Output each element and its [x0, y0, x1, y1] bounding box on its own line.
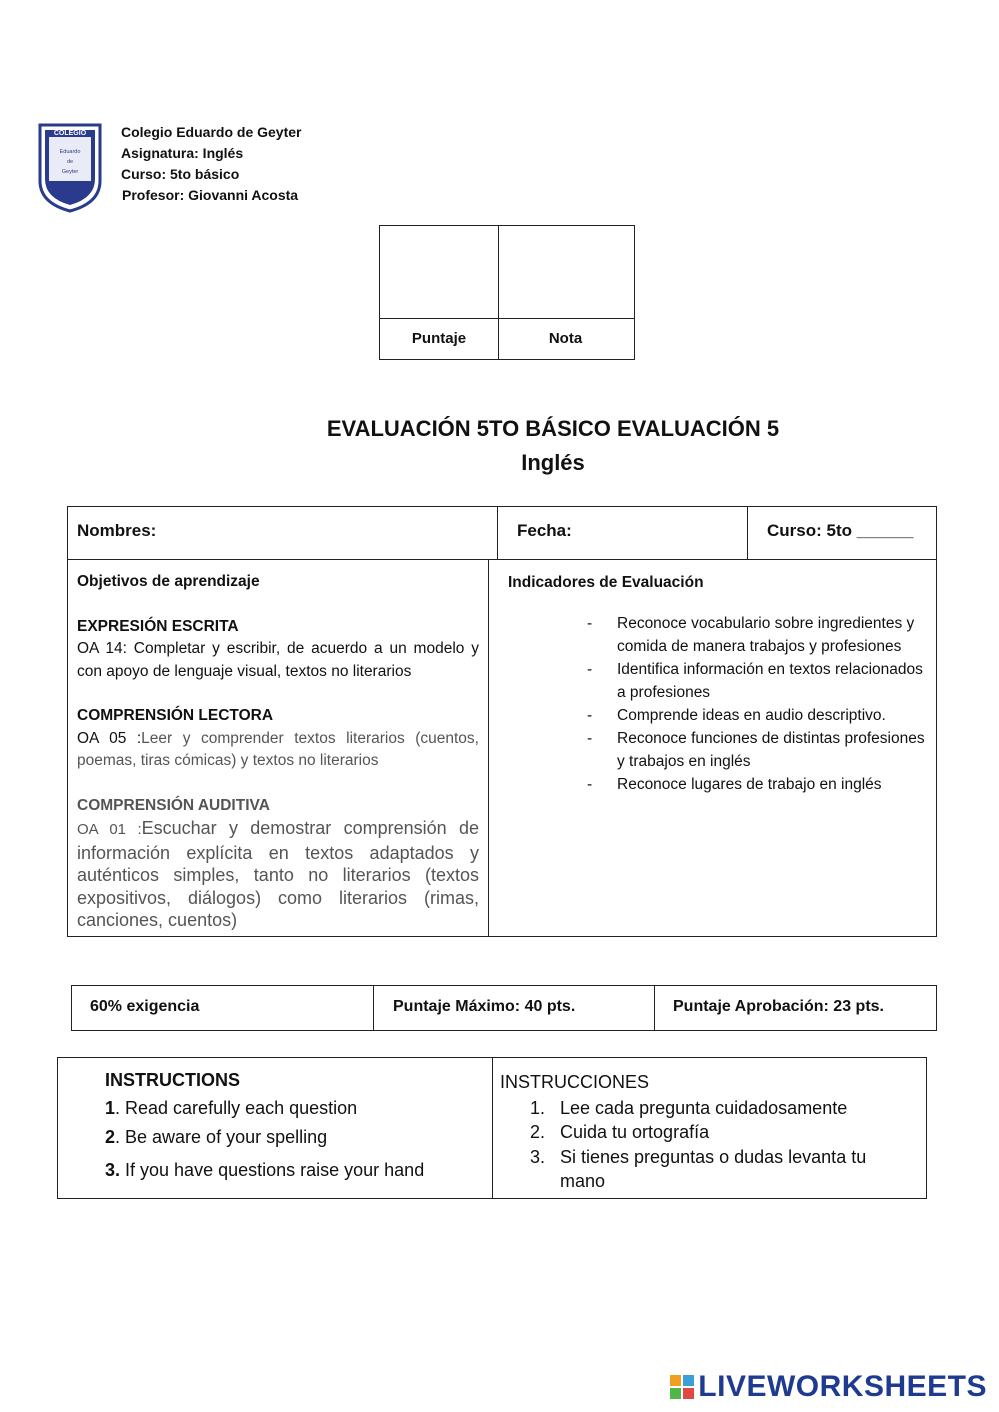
divider: [654, 986, 655, 1030]
instruction-text: Si tienes preguntas o dudas levanta tu mano: [560, 1146, 867, 1191]
instruction-text: Lee cada pregunta cuidadosamente: [560, 1097, 848, 1118]
instructions-es-list: [500, 1096, 910, 1194]
instruction-es-item: [500, 1096, 910, 1121]
indicators-column: [508, 571, 928, 796]
oa05-block: [77, 728, 479, 773]
instructions-table: [57, 1057, 927, 1199]
written-heading: EXPRESIÓN ESCRITA: [77, 617, 239, 635]
reading-heading: COMPRENSIÓN LECTORA: [77, 707, 274, 724]
course-field[interactable]: Curso: 5to ______: [767, 521, 914, 540]
instructions-spanish: [500, 1070, 910, 1194]
divider: [488, 559, 489, 936]
title-line-2: Inglés: [521, 450, 585, 475]
instruction-es-item: [500, 1145, 910, 1194]
logo-text-name-1: Eduardo: [59, 149, 81, 155]
course-line: Curso: 5to básico: [121, 166, 240, 182]
instruction-text: If you have questions raise your hand: [120, 1160, 425, 1180]
instructions-english: [105, 1070, 424, 1189]
instruction-num: 1.: [530, 1097, 546, 1118]
instruction-en-item: [105, 1127, 424, 1160]
instruction-num: 3.: [530, 1146, 546, 1167]
instruction-en-item: [105, 1098, 424, 1127]
listening-heading: COMPRENSIÓN AUDITIVA: [77, 796, 270, 814]
score-label: Puntaje: [411, 330, 467, 347]
indicator-item: - Identifica información en textos relacionados a profesiones: [587, 661, 923, 701]
indicator-text: Reconoce vocabulario sobre ingredientes y comida de manera trabajos y profesiones: [617, 615, 915, 655]
indicator-text: Reconoce lugares de trabajo en inglés: [617, 776, 882, 793]
indicator-item: - Comprende ideas en audio descriptivo.: [587, 707, 886, 724]
divider: [373, 986, 374, 1030]
indicator-item: - Reconoce lugares de trabajo en inglés: [587, 776, 882, 793]
indicator-text: Comprende ideas en audio descriptivo.: [617, 707, 886, 724]
indicators-heading: Indicadores de Evaluación: [508, 574, 704, 591]
indicator-item: - Reconoce funciones de distintas profesiones y trabajos en inglés: [587, 730, 925, 770]
requirements-table: [71, 985, 937, 1031]
instructions-es-heading: INSTRUCCIONES: [500, 1072, 650, 1092]
instruction-en-item: [105, 1160, 424, 1189]
student-info-table: [67, 506, 937, 937]
score-box: [379, 225, 635, 360]
instruction-num: 1: [105, 1098, 116, 1118]
indicator-text: Identifica información en textos relacionados a profesiones: [617, 661, 923, 701]
divider: [747, 507, 748, 559]
liveworksheets-wordmark: LIVEWORKSHEETS: [698, 1370, 987, 1403]
instruction-num: 2.: [530, 1122, 546, 1142]
indicator-item: - Reconoce vocabulario sobre ingredientes y comida de manera trabajos y profesiones: [587, 615, 915, 655]
divider: [497, 507, 498, 559]
liveworksheets-brand: [670, 1372, 987, 1402]
oa05-text: Leer y comprender textos literarios (cuentos, poemas, tiras cómicas) y textos no literarios: [77, 729, 479, 769]
teacher-line: Profesor: Giovanni Acosta: [122, 187, 299, 203]
logo-text-name-2: de: [66, 159, 74, 165]
objectives-heading: Objetivos de aprendizaje: [77, 573, 260, 590]
oa01-block: [77, 817, 479, 932]
oa01-text: Escuchar y demostrar comprensión de información explícita en textos adaptados y auténticos simples, tanto no literarios (textos expositivos, diálogos) como literarios (rimas, canciones, cuentos): [77, 818, 479, 930]
max-score-cell: Puntaje Máximo: 40 pts.: [393, 998, 576, 1015]
indicator-text: Reconoce funciones de distintas profesiones y trabajos en inglés: [617, 730, 925, 770]
school-header: [121, 122, 301, 206]
pass-score-cell: Puntaje Aprobación: 23 pts.: [673, 998, 884, 1015]
instruction-es-item: [500, 1120, 910, 1145]
instruction-num: 3.: [105, 1160, 121, 1180]
instruction-text: . Read carefully each question: [115, 1098, 358, 1118]
liveworksheets-logo-icon: [670, 1375, 694, 1399]
instructions-en-heading: INSTRUCTIONS: [105, 1070, 240, 1090]
exigencia-cell: 60% exigencia: [90, 998, 200, 1015]
page-title: [0, 412, 999, 480]
instruction-num: 2: [105, 1127, 116, 1147]
logo-text-top: COLEGIO: [53, 130, 87, 137]
objectives-column: [77, 571, 479, 932]
oa14-text: OA 14: Completar y escribir, de acuerdo a un modelo y con apoyo de lenguaje visual, textos no literarios: [77, 640, 479, 680]
school-name: Colegio Eduardo de Geyter: [121, 124, 302, 140]
school-logo: [38, 123, 102, 213]
oa05-prefix: OA 05 :: [77, 729, 142, 747]
instruction-text: Cuida tu ortografía: [560, 1122, 710, 1142]
date-field[interactable]: Fecha:: [517, 521, 572, 540]
logo-text-name-3: Geyter: [61, 169, 79, 175]
title-line-1: EVALUACIÓN 5TO BÁSICO EVALUACIÓN 5: [326, 416, 780, 441]
subject-line: Asignatura: Inglés: [121, 145, 244, 161]
instruction-text: . Be aware of your spelling: [115, 1127, 328, 1147]
oa01-prefix: OA 01 :: [77, 821, 142, 838]
score-box-rule: [380, 318, 634, 319]
divider: [492, 1058, 493, 1198]
grade-label: Nota: [548, 330, 583, 347]
indicators-list: [508, 612, 928, 796]
names-field[interactable]: Nombres:: [77, 521, 157, 540]
